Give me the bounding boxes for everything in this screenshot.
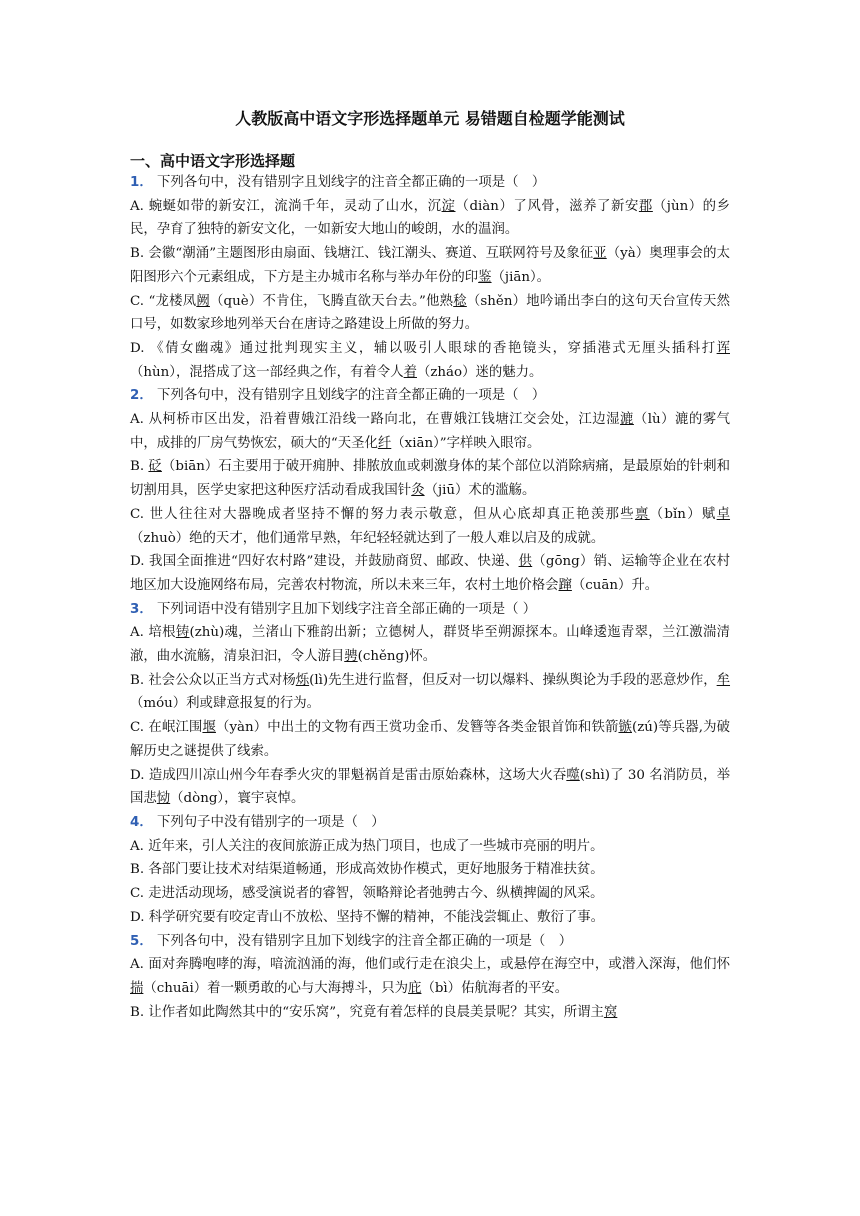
option-text: B. xyxy=(130,459,149,475)
option-text: （móu）利或肆意报复的行为。 xyxy=(130,696,321,712)
underlined-char: 噬 xyxy=(566,767,580,783)
underlined-char: 漉 xyxy=(620,412,634,428)
answer-option xyxy=(130,408,730,455)
option-text: A. 培根 xyxy=(130,625,176,641)
option-text: (shì)了 30 名消防员，举国悲 xyxy=(130,767,730,807)
option-text: A. 近年来，引人关注的夜间旅游正成为热门项目，也成了一些城市亮丽的明片。 xyxy=(130,838,604,854)
underlined-char: 诨 xyxy=(716,340,730,356)
option-text: （bǐn）赋 xyxy=(649,506,717,522)
question-text: 下列各句中，没有错别字且划线字的注音全都正确的一项是（ ） xyxy=(152,388,546,404)
answer-option xyxy=(130,906,730,930)
underlined-char: 窝 xyxy=(603,1004,618,1020)
answer-option xyxy=(130,550,730,597)
option-text: A. 面对奔腾咆哮的海，喑流汹涌的海，他们或行走在浪尖上，或悬停在海空中，或潜入深海，他们怀 xyxy=(130,957,730,973)
option-text: （jùn）的乡民，孕育了独特的新安文化，一如新安大地山的峻朗，水的温润。 xyxy=(130,198,731,238)
question-number: 3． xyxy=(130,601,153,617)
underlined-char: 庇 xyxy=(408,980,422,996)
underlined-char: 鉴 xyxy=(478,269,492,285)
answer-option xyxy=(130,1001,730,1025)
underlined-char: 淀 xyxy=(441,198,456,214)
answer-option xyxy=(130,764,730,811)
answer-option xyxy=(130,835,730,859)
option-text: （gōng）销、运输等企业在农村地区加大设施网络布局，完善农村物流，所以未来三年，农村土地价格会 xyxy=(130,554,730,593)
question-stem xyxy=(130,598,730,622)
answer-option xyxy=(130,503,730,550)
question-number: 1． xyxy=(130,175,153,190)
option-text: C. 在岷江围 xyxy=(130,720,203,736)
underlined-char: 灸 xyxy=(411,483,425,499)
underlined-char: 牟 xyxy=(716,672,731,688)
underlined-char: 着 xyxy=(403,364,417,380)
underlined-char: 卓 xyxy=(716,506,731,522)
question-stem xyxy=(130,811,730,835)
question-list xyxy=(130,171,730,1024)
question-number: 5． xyxy=(130,933,153,949)
option-text: （yàn）中出土的文物有西王赏功金币、发簪等各类金银首饰和铁箭 xyxy=(215,720,619,736)
option-text: （chuāi）着一颗勇敢的心与大海搏斗，只为 xyxy=(143,980,409,996)
option-text: C. 世人往往对大器晚成者坚持不懈的努力表示敬意，但从心底却真正艳羡那些 xyxy=(130,506,635,522)
question-text: 下列各句中，没有错别字且加下划线字的注音全都正确的一项是（ ） xyxy=(152,933,573,949)
option-text: （diàn）了风骨，滋养了新安 xyxy=(455,198,639,214)
option-text: （què）不肯住，飞腾直欲天台去。”他熟 xyxy=(209,293,454,309)
answer-option xyxy=(130,290,730,337)
option-text: D. 我国全面推进“四好农村路”建设，并鼓励商贸、邮政、快递、 xyxy=(130,554,519,570)
question-number: 4． xyxy=(130,814,153,830)
option-text: （zhuò）绝的天才，他们通常早熟，年纪轻轻就达到了一般人难以启及的成就。 xyxy=(130,530,605,546)
underlined-char: 骋 xyxy=(344,649,358,665)
option-text: A. 蜿蜒如带的新安江，流淌千年，灵动了山水，沉 xyxy=(130,198,442,214)
question-number: 2． xyxy=(130,388,153,404)
underlined-char: 镞 xyxy=(618,720,632,736)
underlined-char: 阙 xyxy=(196,293,210,309)
answer-option xyxy=(130,195,730,242)
option-text: (zhù)魂，兰渚山下雅韵出新；立德树人，群贤毕至朔源探本。山峰逶迤青翠，兰江激湍清澈，曲水流觞，清泉汩汩，令人游目 xyxy=(130,625,731,665)
option-text: C. “龙楼凤 xyxy=(130,293,197,309)
page-title: 人教版高中语文字形选择题单元 易错题自检题学能测试 xyxy=(235,109,625,128)
underlined-char: 稔 xyxy=(453,293,467,309)
option-text: （yà）奥理事会的太阳图形六个元素组成，下方是主办城市名称与举办年份的印 xyxy=(130,246,730,285)
underlined-char: 禀 xyxy=(634,506,650,522)
option-text: B. 社会公众以正当方式对杨 xyxy=(130,672,296,688)
answer-option xyxy=(130,455,730,502)
option-text: B. 各部门要让技术对结渠道畅通，形成高效协作模式，更好地服务于精准扶贫。 xyxy=(130,862,604,878)
option-text: D. 科学研究要有咬定青山不放松、坚持不懈的精神，不能浅尝辄止、敷衍了事。 xyxy=(130,909,605,925)
option-text: （biān）石主要用于破开痈肿、排脓放血或刺激身体的某个部位以消除病痛，是最原始的针刺和切割用具，医学史家把这种医疗活动看成我国针 xyxy=(130,459,730,499)
option-text: C. 走进活动现场，感受演说者的睿智，领略辩论者弛骋古今、纵横捭阖的风采。 xyxy=(130,886,604,902)
answer-option xyxy=(130,858,730,882)
option-text: （lù）漉的雾气中，成排的厂房气势恢宏，硕大的“天圣化 xyxy=(130,412,730,451)
answer-option xyxy=(130,882,730,906)
underlined-char: 烁 xyxy=(295,672,310,688)
section-heading: 一、高中语文字形选择题 xyxy=(130,152,296,170)
underlined-char: 揣 xyxy=(130,980,144,996)
option-text: （dòng），寰宇哀悼。 xyxy=(170,791,305,807)
option-text: （xiān）”字样映入眼帘。 xyxy=(391,435,541,451)
option-text: (lì)先生进行监督，但反对一切以爆料、操纵舆论为手段的恶意炒作， xyxy=(309,672,717,688)
underlined-char: 亚 xyxy=(593,246,607,262)
option-text: （jiū）术的滥觞。 xyxy=(424,483,536,499)
question-stem xyxy=(130,384,730,408)
option-text: (zú)等兵器,为破解历史之谜提供了线索。 xyxy=(130,720,731,759)
underlined-char: 砭 xyxy=(148,459,162,475)
underlined-char: 堰 xyxy=(202,720,216,736)
option-text: D. 《倩女幽魂》通过批判现实主义，辅以吸引人眼球的香艳镜头，穿插港式无厘头插科打 xyxy=(130,340,717,356)
option-text: B. 会徽“潮涌”主题图形由扇面、钱塘江、钱江潮头、赛道、互联网符号及象征 xyxy=(130,246,594,262)
option-text: B. 让作者如此陶然其中的“安乐窝”，究竟有着怎样的良晨美景呢？其实，所谓主 xyxy=(130,1004,604,1020)
option-text: D. 造成四川凉山州今年春季火灾的罪魁祸首是雷击原始森林，这场大火吞 xyxy=(130,767,567,783)
option-text: （hùn），混搭成了这一部经典之作，有着令人 xyxy=(130,364,404,380)
answer-option xyxy=(130,953,730,1000)
option-text: （jiān）。 xyxy=(491,269,551,285)
answer-option xyxy=(130,669,730,716)
answer-option xyxy=(130,242,730,289)
underlined-char: 纤 xyxy=(377,435,392,451)
question-text: 下列词语中没有错别字且加下划线字注音全部正确的一项是（ ） xyxy=(152,601,537,617)
option-text: （cuān）升。 xyxy=(571,577,659,593)
answer-option xyxy=(130,716,730,763)
option-text: A. 从柯桥市区出发，沿着曹娥江沿线一路向北，在曹娥江钱塘江交会处，江边湿 xyxy=(130,412,621,428)
question-stem xyxy=(130,930,730,954)
answer-option xyxy=(130,621,730,668)
question-text: 下列各句中，没有错别字且划线字的注音全都正确的一项是（ ） xyxy=(152,175,546,190)
underlined-char: 铸 xyxy=(175,625,190,641)
answer-option xyxy=(130,337,730,384)
underlined-char: 蹿 xyxy=(558,577,572,593)
option-text: （shěn）地吟诵出李白的这句天台宣传天然口号，如数家珍地列举天台在唐诗之路建设上所做的努力。 xyxy=(130,293,731,333)
option-text: (chěng)怀。 xyxy=(357,649,437,665)
question-text: 下列句子中没有错别字的一项是（ ） xyxy=(152,814,385,830)
underlined-char: 恸 xyxy=(156,791,171,807)
option-text: （zháo）迷的魅力。 xyxy=(416,364,543,380)
underlined-char: 供 xyxy=(518,554,533,570)
question-stem xyxy=(130,171,730,195)
option-text: （bì）佑航海者的平安。 xyxy=(421,980,569,996)
underlined-char: 郡 xyxy=(638,198,653,214)
